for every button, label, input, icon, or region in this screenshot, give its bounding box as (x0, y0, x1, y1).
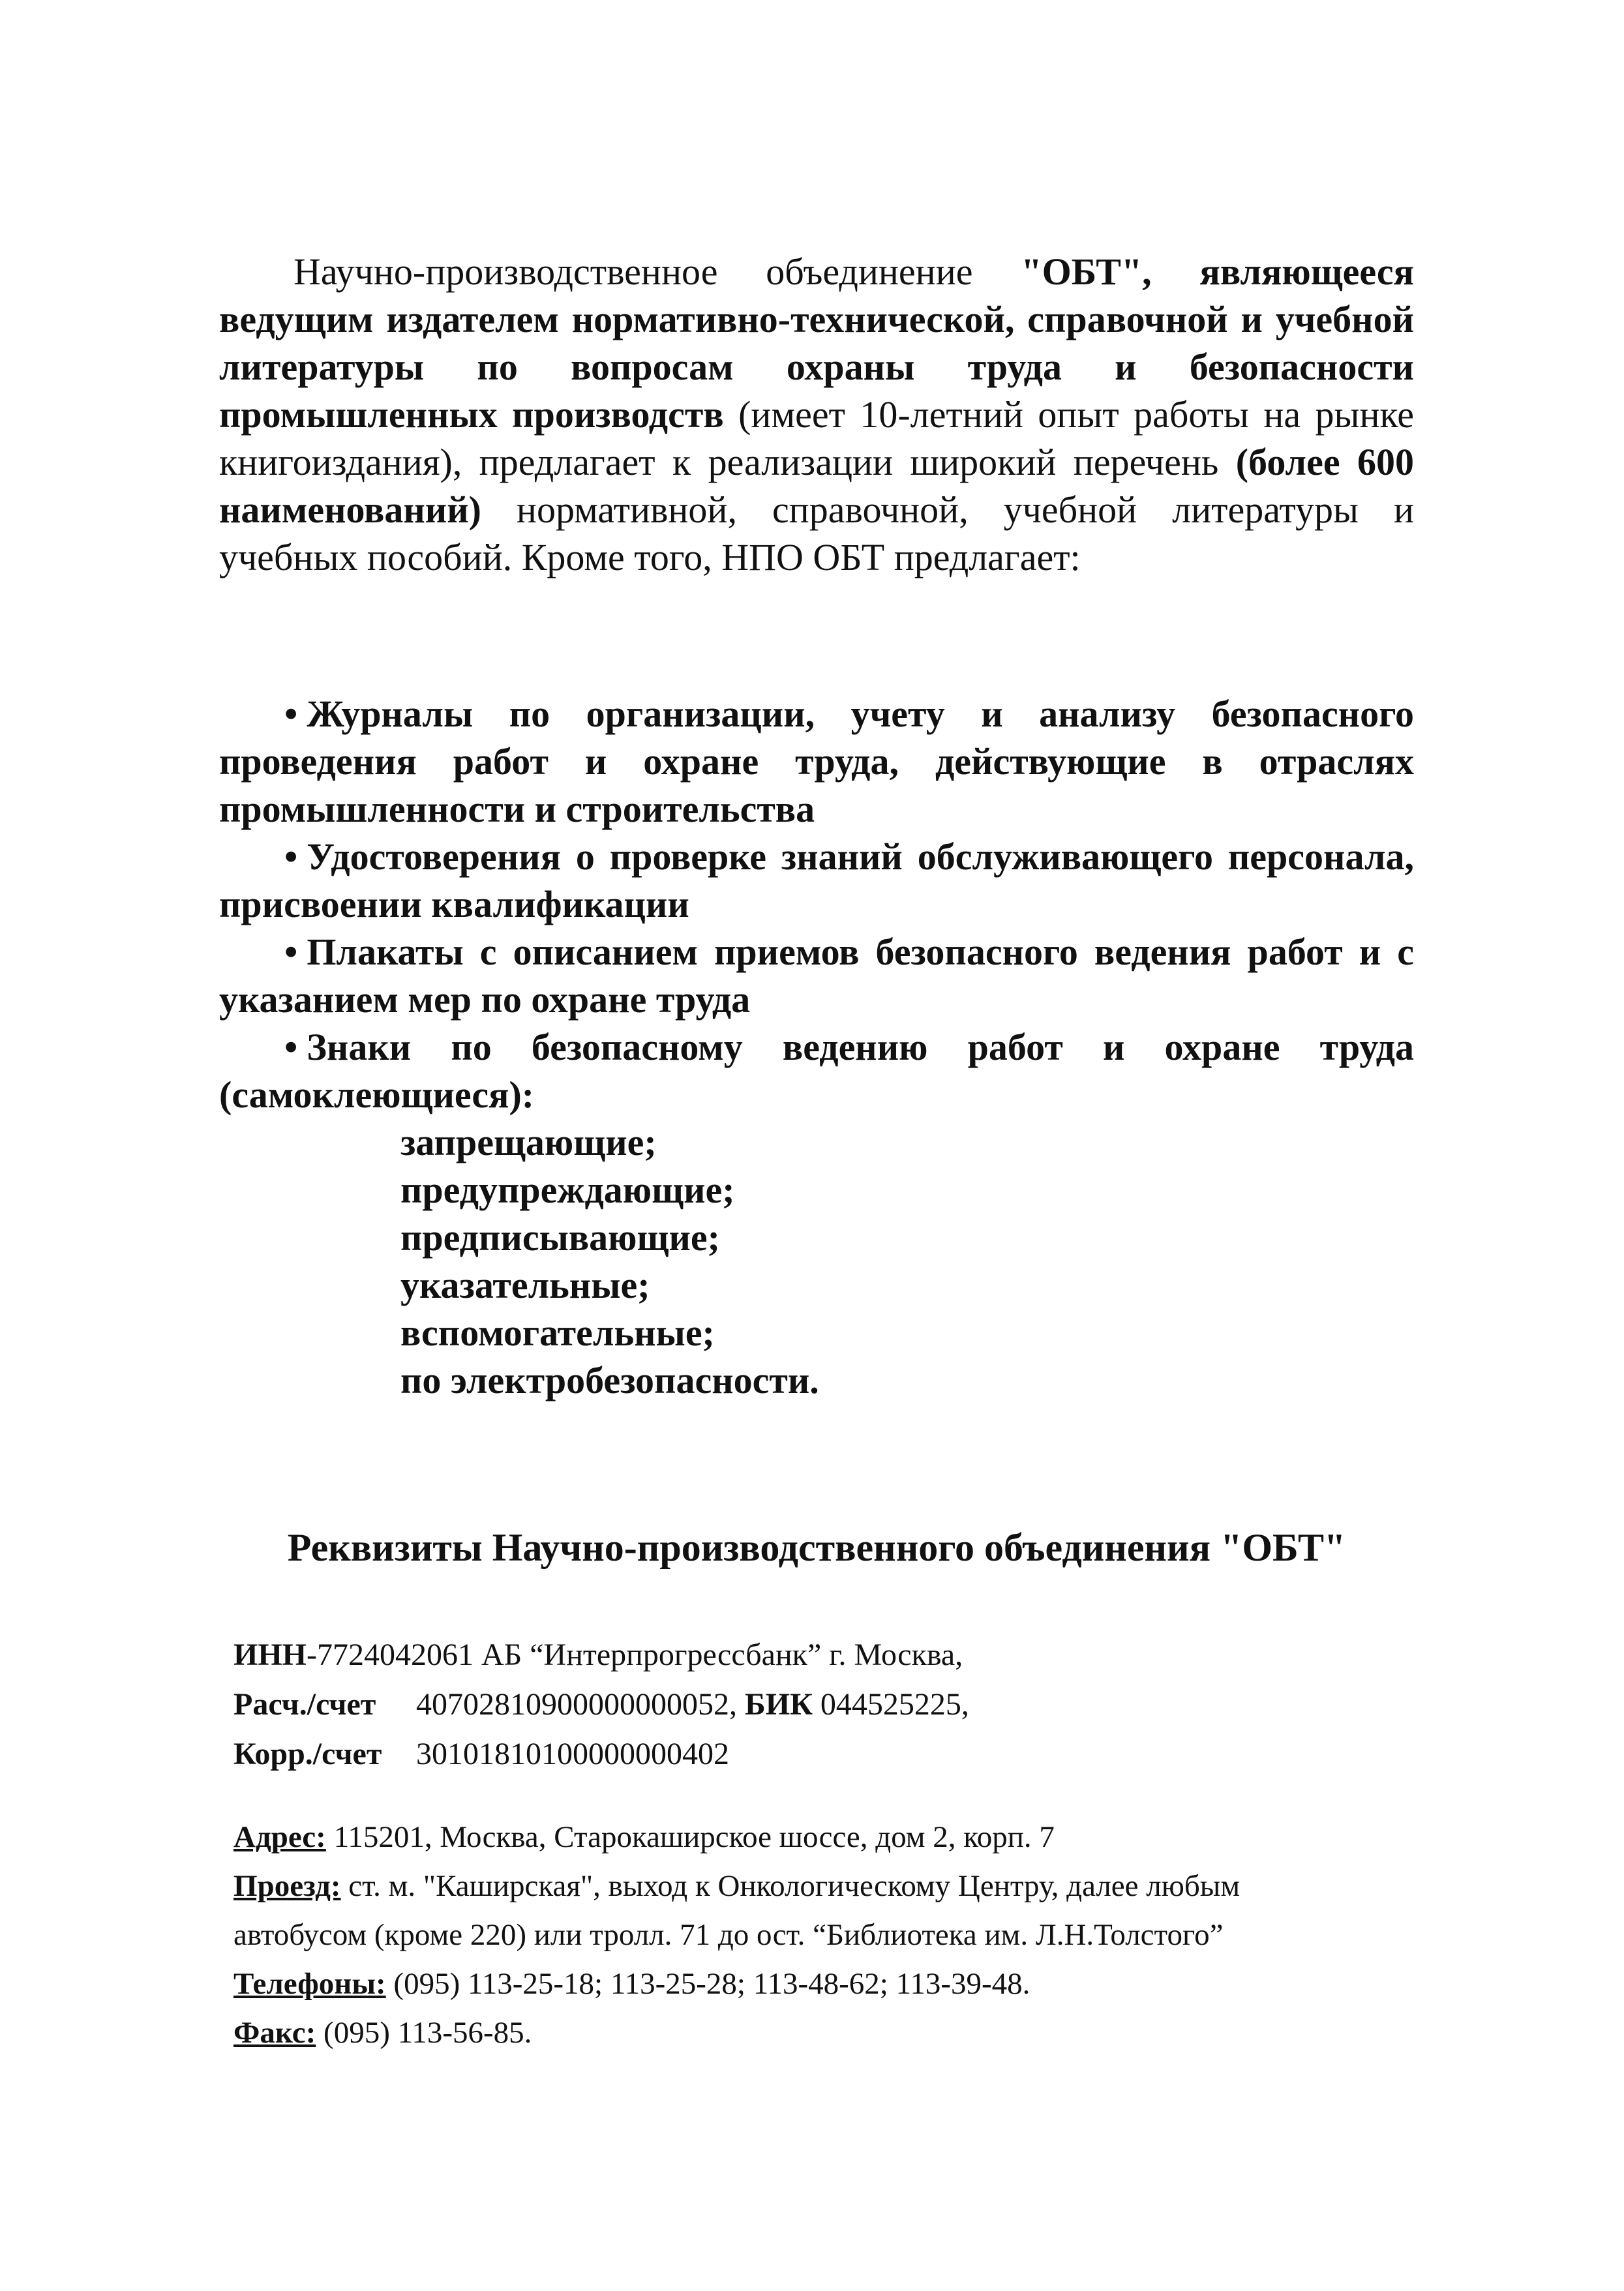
product-list-item-text: Плакаты с описанием приемов безопасного ведения работ и с указанием мер по охране труда (219, 931, 1414, 1021)
inn-label: ИНН (233, 1638, 307, 1672)
fax-value: (095) 113-56-85. (323, 2016, 532, 2050)
route-value: ст. м. "Каширская", выход к Онкологическому Центру, далее любым (348, 1869, 1241, 1903)
account-line (233, 1680, 1407, 1729)
product-list-item-text: Удостоверения о проверке знаний обслуживающего персонала, присвоении квалификации (219, 835, 1414, 925)
contact-details (233, 1813, 1407, 2058)
phones-value: (095) 113-25-18; 113-25-28; 113-48-62; 113-39-48. (393, 1967, 1030, 2001)
sign-type-item: предписывающие; (400, 1216, 720, 1259)
intro-text-1: Научно-производственное объединение (293, 250, 1021, 293)
route-value-continued: автобусом (кроме 220) или тролл. 71 до ост. “Библиотека им. Л.Н.Толстого” (233, 1918, 1224, 1952)
product-list (219, 690, 1414, 1404)
intro-bold-1: "ОБТ", являющееся ведущим издателем нормативно-технической, справочной и учебной литературы по вопросам охраны труда и безопасности промышленных производств (219, 250, 1414, 436)
product-list-item (219, 690, 1414, 833)
requisites-title: Реквизиты Научно-производственного объединения "ОБТ" (287, 1526, 1346, 1569)
bik-label: БИК (745, 1687, 813, 1722)
bullet-icon: • (284, 1026, 298, 1068)
fax-line (233, 2009, 1407, 2058)
sign-type-item: по электробезопасности. (400, 1359, 819, 1401)
sign-type-item: вспомогательные; (400, 1311, 715, 1354)
sign-type-item: указательные; (400, 1264, 650, 1306)
intro-paragraph (219, 248, 1414, 581)
phones-line (233, 1960, 1407, 2009)
intro-text-3: нормативной, справочной, учебной литературы и учебных пособий. Кроме того, НПО ОБТ предлагает: (219, 488, 1414, 578)
product-list-item-text: Знаки по безопасному ведению работ и охране труда (самоклеющиеся): (219, 1026, 1414, 1116)
inn-value: -7724042061 АБ “Интерпрогрессбанк” г. Москва, (307, 1638, 963, 1672)
corr-account-line (233, 1729, 1407, 1779)
account-value: 40702810900000000052, (416, 1687, 737, 1722)
fax-label: Факс: (233, 2016, 316, 2050)
route-line-continued (233, 1911, 1407, 1960)
intro-bold-2: (более 600 наименований) (219, 441, 1414, 531)
corr-account-label: Корр./счет (233, 1737, 382, 1771)
sign-types-list (219, 1118, 1414, 1404)
bank-details (233, 1630, 1407, 1779)
product-list-item (219, 928, 1414, 1023)
product-list-item (219, 833, 1414, 928)
corr-account-value: 30101810100000000402 (416, 1737, 729, 1771)
sign-type-item: предупреждающие; (400, 1169, 735, 1211)
phones-label: Телефоны: (233, 1967, 386, 2001)
route-label: Проезд: (233, 1869, 341, 1903)
intro-text-2: (имеет 10-летний опыт работы на рынке книгоиздания), предлагает к реализации широкий перечень (219, 393, 1415, 483)
inn-line (233, 1630, 1407, 1680)
product-list-item-text: Журналы по организации, учету и анализу безопасного проведения работ и охране труда, действующие в отраслях промышленности и строительства (219, 693, 1414, 830)
address-label: Адрес: (233, 1820, 326, 1854)
bik-value: 044525225, (820, 1687, 969, 1722)
route-line (233, 1862, 1407, 1911)
account-label: Расч./счет (233, 1687, 376, 1722)
product-list-item (219, 1023, 1414, 1404)
address-value: 115201, Москва, Старокаширское шоссе, дом 2, корп. 7 (333, 1820, 1055, 1854)
address-line (233, 1813, 1407, 1862)
sign-type-item: запрещающие; (400, 1121, 657, 1163)
bullet-icon: • (284, 835, 298, 878)
bullet-icon: • (284, 931, 298, 973)
bullet-icon: • (284, 693, 298, 735)
